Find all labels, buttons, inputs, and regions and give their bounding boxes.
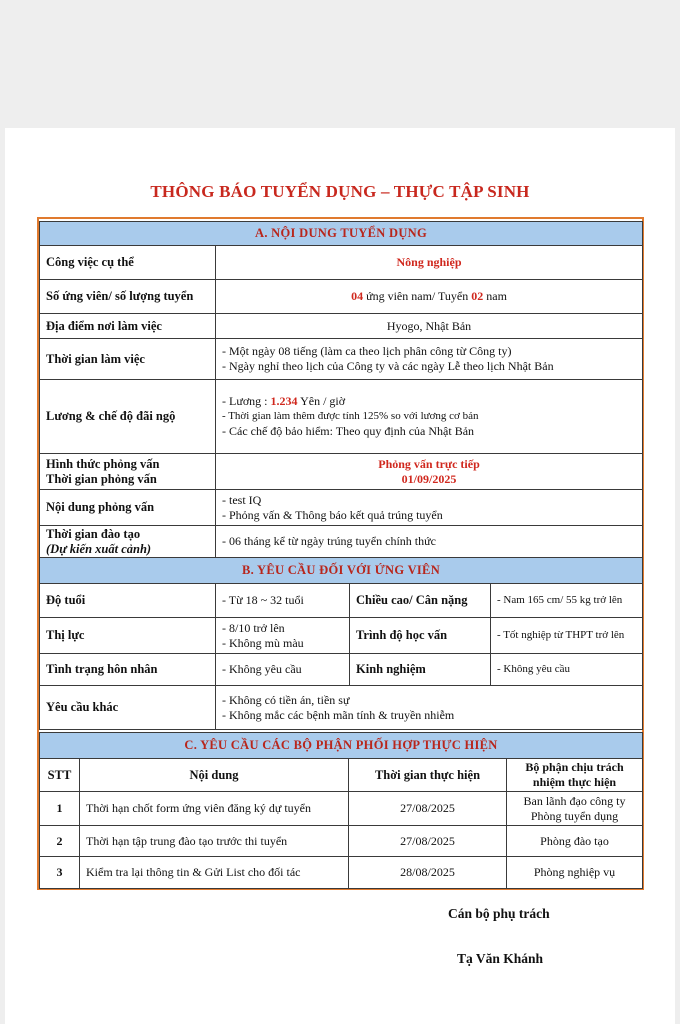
section-b-heading: B. YÊU CẦU ĐỐI VỚI ỨNG VIÊN xyxy=(40,558,643,584)
salary-line-2: - Thời gian làm thêm được tính 125% so với lương cơ bản xyxy=(222,410,479,422)
interview-content-value xyxy=(216,490,643,526)
salary-line-3: - Các chế độ bảo hiểm: Theo quy định của Nhật Bản xyxy=(222,424,475,438)
col-header-dept-line-2: nhiệm thực hiện xyxy=(532,775,617,789)
count-suffix-text: nam xyxy=(483,289,507,303)
row-time: 27/08/2025 xyxy=(349,792,507,826)
row-stt: 1 xyxy=(40,792,80,826)
col-header-stt: STT xyxy=(40,759,80,792)
interview-form-label: Hình thức phỏng vấn xyxy=(46,456,160,471)
count-mid-text: ứng viên nam/ Tuyển xyxy=(363,289,472,303)
hours-label: Thời gian làm việc xyxy=(40,339,216,380)
coordination-table xyxy=(39,732,643,889)
location-label: Địa điểm nơi làm việc xyxy=(40,314,216,339)
height-value: - Nam 165 cm/ 55 kg trở lên xyxy=(491,584,643,618)
marital-label: Tình trạng hôn nhân xyxy=(40,654,216,686)
table-row xyxy=(40,857,643,889)
marital-value: - Không yêu cầu xyxy=(216,654,350,686)
count-label: Số ứng viên/ số lượng tuyển xyxy=(40,280,216,314)
experience-label: Kinh nghiệm xyxy=(350,654,491,686)
other-value xyxy=(216,686,643,730)
training-label: Thời gian đào tạo xyxy=(46,526,141,541)
interview-content-line-2: - Phỏng vấn & Thông báo kết quả trúng tuyển xyxy=(222,507,443,522)
education-value: - Tốt nghiệp từ THPT trở lên xyxy=(491,618,643,654)
hours-line-1: - Một ngày 08 tiếng (làm ca theo lịch phân công từ Công ty) xyxy=(222,344,512,358)
salary-prefix: - Lương : xyxy=(222,394,271,408)
height-label: Chiều cao/ Cân nặng xyxy=(350,584,491,618)
other-line-2: - Không mắc các bệnh mãn tính & truyền nhiễm xyxy=(222,707,455,722)
row-content: Thời hạn chốt form ứng viên đăng ký dự tuyển xyxy=(80,792,349,826)
section-a-heading: A. NỘI DUNG TUYỂN DỤNG xyxy=(40,222,643,246)
interview-time-label: Thời gian phỏng vấn xyxy=(46,471,157,486)
row-dept xyxy=(507,792,643,826)
salary-line-1 xyxy=(222,394,636,409)
job-label: Công việc cụ thể xyxy=(40,246,216,280)
age-label: Độ tuổi xyxy=(40,584,216,618)
job-value: Nông nghiệp xyxy=(216,246,643,280)
document-title: THÔNG BÁO TUYỂN DỤNG – THỰC TẬP SINH xyxy=(150,182,530,201)
salary-value xyxy=(216,380,643,454)
interview-form-value: Phỏng vấn trực tiếp xyxy=(378,456,480,471)
hours-value xyxy=(216,339,643,380)
count-value xyxy=(216,280,643,314)
training-labels xyxy=(40,526,216,558)
signature-role: Cán bộ phụ trách xyxy=(448,906,550,921)
col-header-dept xyxy=(507,759,643,792)
salary-amount: 1.234 xyxy=(270,394,298,408)
col-header-content: Nội dung xyxy=(80,759,349,792)
row-stt: 2 xyxy=(40,826,80,857)
interview-values xyxy=(216,454,643,490)
row-dept-line-1: Ban lãnh đạo công ty xyxy=(523,793,626,808)
col-header-time: Thời gian thực hiện xyxy=(349,759,507,792)
salary-label: Lương & chế độ đãi ngộ xyxy=(40,380,216,454)
other-line-1: - Không có tiền án, tiền sự xyxy=(222,692,350,707)
interview-content-label: Nội dung phỏng vấn xyxy=(40,490,216,526)
training-sublabel: (Dự kiến xuất cảnh) xyxy=(46,541,152,556)
vision-label: Thị lực xyxy=(40,618,216,654)
location-value: Hyogo, Nhật Bản xyxy=(216,314,643,339)
salary-suffix: Yên / giờ xyxy=(297,394,346,408)
hire-count: 02 xyxy=(471,289,484,303)
education-label: Trình độ học vấn xyxy=(350,618,491,654)
table-row xyxy=(40,826,643,857)
training-value: - 06 tháng kể từ ngày trúng tuyển chính thức xyxy=(216,526,643,558)
table-row xyxy=(40,792,643,826)
row-content: Kiểm tra lại thông tin & Gửi List cho đối tác xyxy=(80,857,349,889)
row-dept: Phòng nghiệp vụ xyxy=(507,857,643,889)
interview-date-value: 01/09/2025 xyxy=(401,471,457,486)
experience-value: - Không yêu cầu xyxy=(491,654,643,686)
interview-labels xyxy=(40,454,216,490)
row-stt: 3 xyxy=(40,857,80,889)
row-dept-line-2: Phòng tuyển dụng xyxy=(530,808,619,823)
row-content: Thời hạn tập trung đào tạo trước thi tuyển xyxy=(80,826,349,857)
row-time: 28/08/2025 xyxy=(349,857,507,889)
row-dept: Phòng đào tạo xyxy=(507,826,643,857)
row-time: 27/08/2025 xyxy=(349,826,507,857)
vision-line-2: - Không mù màu xyxy=(222,635,304,650)
requirements-table xyxy=(39,221,643,730)
age-value: - Từ 18 ~ 32 tuổi xyxy=(216,584,350,618)
hours-line-2: - Ngày nghỉ theo lịch của Công ty và các ngày Lễ theo lịch Nhật Bản xyxy=(222,359,554,373)
signature-name: Tạ Văn Khánh xyxy=(457,951,544,966)
vision-value xyxy=(216,618,350,654)
col-header-dept-line-1: Bộ phận chịu trách xyxy=(525,760,624,774)
interview-content-line-1: - test IQ xyxy=(222,492,262,507)
candidate-count: 04 xyxy=(351,289,364,303)
section-c-heading: C. YÊU CẦU CÁC BỘ PHẬN PHỐI HỢP THỰC HIỆN xyxy=(40,733,643,759)
vision-line-1: - 8/10 trở lên xyxy=(222,620,285,635)
other-label: Yêu cầu khác xyxy=(40,686,216,730)
